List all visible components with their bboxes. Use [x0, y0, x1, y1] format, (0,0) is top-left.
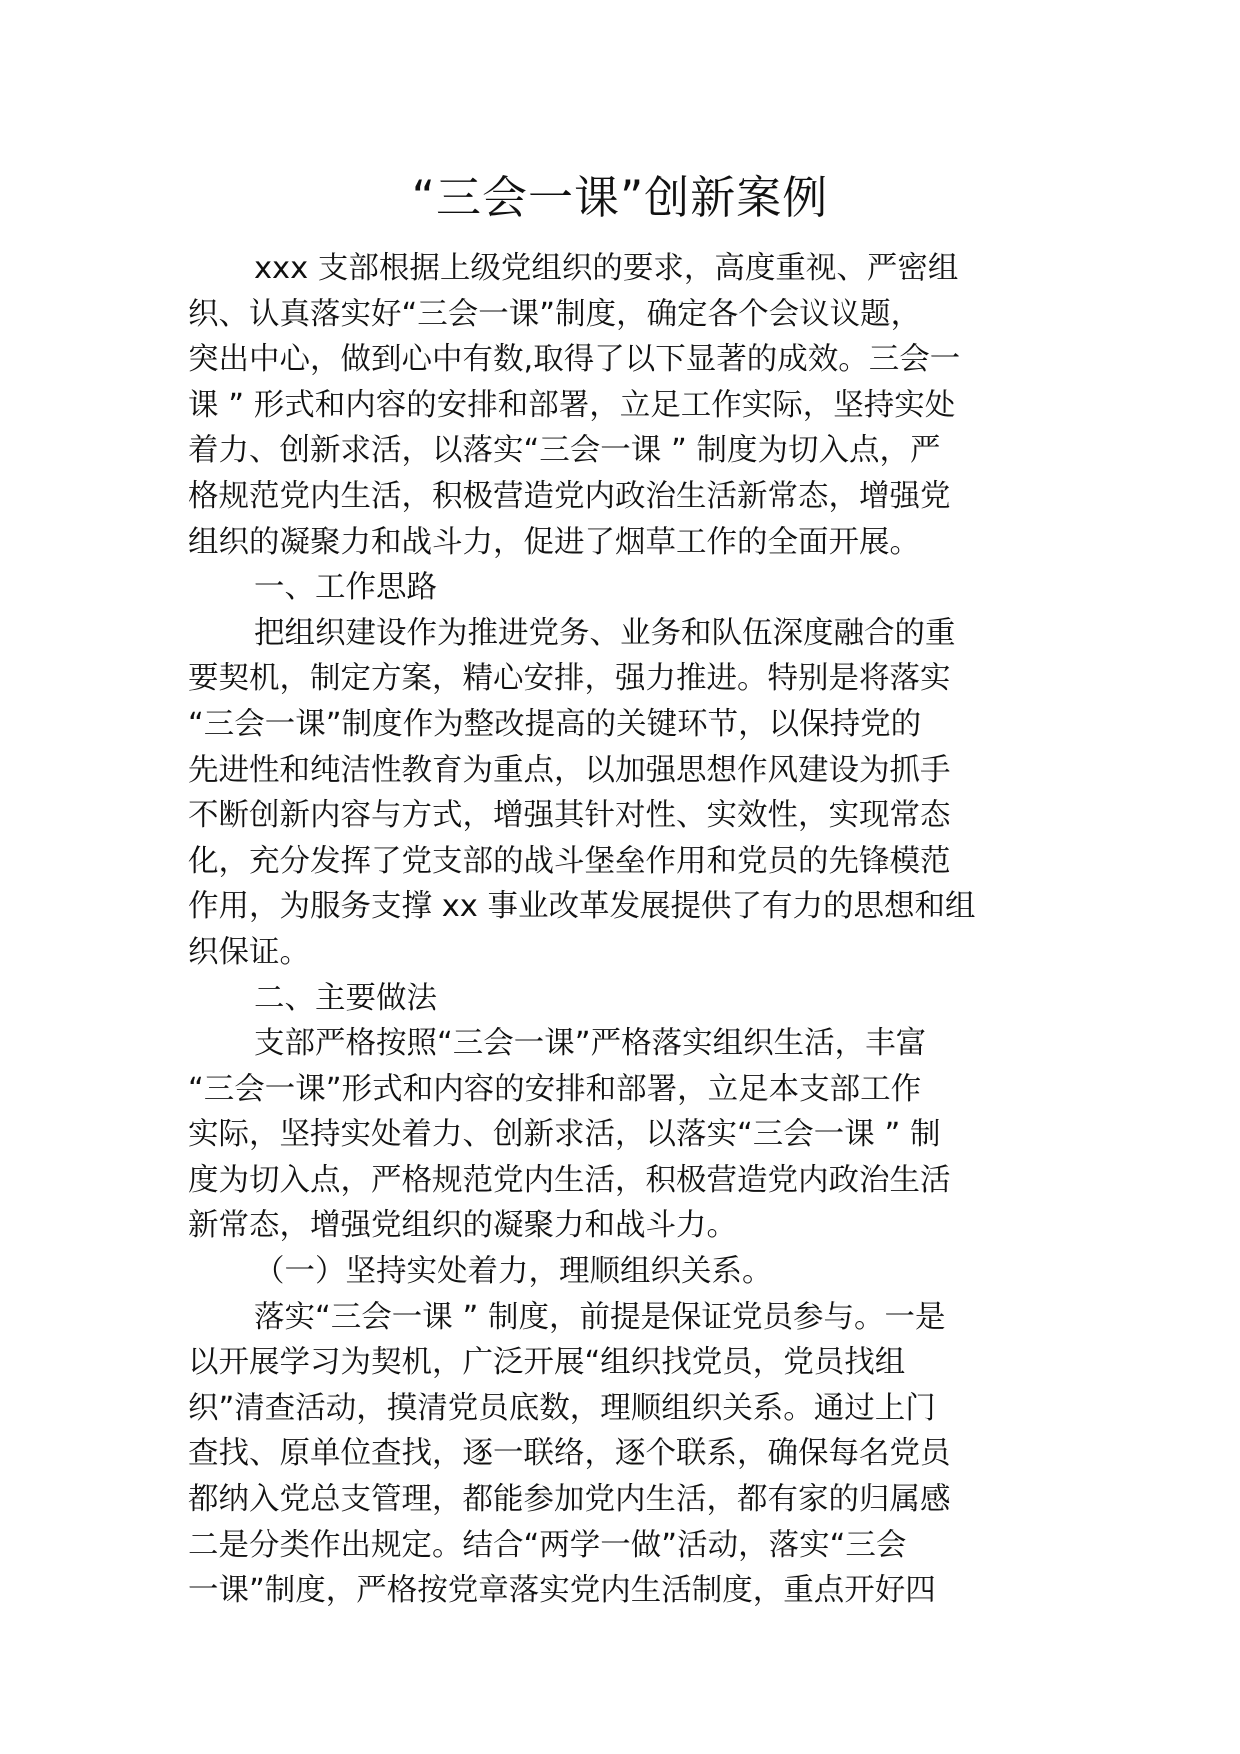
subsection-heading: （一）坚持实处着力，理顺组织关系。	[254, 1254, 773, 1290]
paragraph-line: 都纳入党总支管理，都能参加党内生活，都有家的归属感	[188, 1482, 951, 1518]
paragraph-line: 新常态，增强党组织的凝聚力和战斗力。	[188, 1208, 737, 1244]
paragraph-line: 落实“三会一课 ” 制度，前提是保证党员参与。一是	[254, 1299, 946, 1335]
paragraph-line: 格规范党内生活，积极营造党内政治生活新常态，增强党	[188, 478, 951, 514]
paragraph-line: 把组织建设作为推进党务、业务和队伍深度融合的重	[254, 615, 956, 651]
paragraph-line: 课 ” 形式和内容的安排和部署，立足工作实际，坚持实处	[188, 387, 956, 423]
paragraph-line: 实际，坚持实处着力、创新求活，以落实“三会一课 ” 制	[188, 1117, 941, 1153]
paragraph-line: 着力、创新求活，以落实“三会一课 ” 制度为切入点，严	[188, 433, 941, 469]
paragraph-line: 组织的凝聚力和战斗力，促进了烟草工作的全面开展。	[188, 524, 920, 560]
paragraph-line: 织保证。	[188, 934, 310, 970]
paragraph-line: 先进性和纯洁性教育为重点，以加强思想作风建设为抓手	[188, 752, 951, 788]
paragraph-line: xxx 支部根据上级党组织的要求，高度重视、严密组	[254, 251, 959, 286]
paragraph-line: 不断创新内容与方式，增强其针对性、实效性，实现常态	[188, 798, 951, 834]
paragraph-line: 以开展学习为契机，广泛开展“组织找党员，党员找组	[188, 1345, 906, 1381]
paragraph-line: “三会一课”形式和内容的安排和部署，立足本支部工作	[188, 1071, 922, 1107]
paragraph-line: 突出中心，做到心中有数,取得了以下显著的成效。三会一	[188, 342, 961, 378]
paragraph-line: 化，充分发挥了党支部的战斗堡垒作用和党员的先锋模范	[188, 843, 951, 879]
paragraph-line: 查找、原单位查找，逐一联络，逐个联系，确保每名党员	[188, 1436, 951, 1472]
paragraph-line: 织、认真落实好“三会一课”制度，确定各个会议议题，	[188, 296, 922, 332]
paragraph-line: 度为切入点，严格规范党内生活，积极营造党内政治生活	[188, 1162, 951, 1198]
paragraph-line: 支部严格按照“三会一课”严格落实组织生活，丰富	[254, 1026, 927, 1062]
paragraph-line: 一课”制度，严格按党章落实党内生活制度，重点开好四	[188, 1573, 936, 1609]
document-body	[188, 246, 1060, 1614]
paragraph-line: 作用，为服务支撑 xx 事业改革发展提供了有力的思想和组	[188, 889, 976, 925]
section-heading: 二、主要做法	[254, 980, 437, 1016]
document-title: “三会一课”创新案例	[411, 171, 829, 224]
paragraph-line: 织”清查活动，摸清党员底数，理顺组织关系。通过上门	[188, 1390, 936, 1426]
paragraph-line: “三会一课”制度作为整改提高的关键环节，以保持党的	[188, 706, 922, 742]
section-heading: 一、工作思路	[254, 570, 437, 606]
paragraph-line: 二是分类作出规定。结合“两学一做”活动，落实“三会	[188, 1527, 907, 1563]
paragraph-line: 要契机，制定方案，精心安排，强力推进。特别是将落实	[188, 661, 951, 697]
